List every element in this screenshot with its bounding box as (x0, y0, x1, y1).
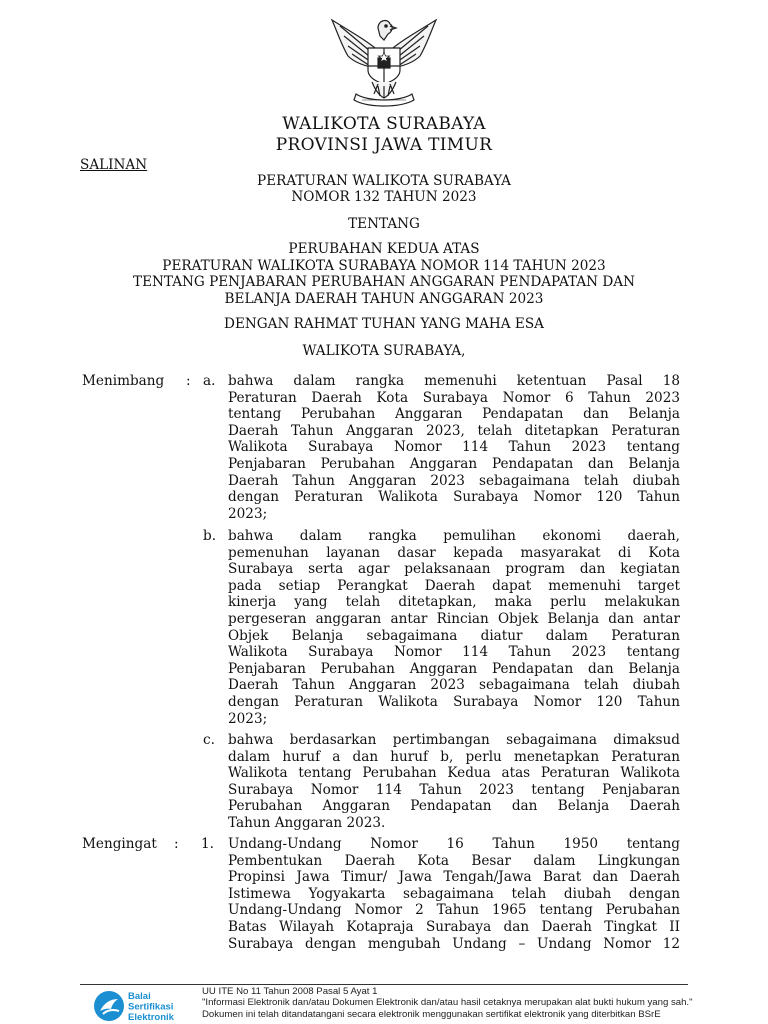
text-line: bahwa dalam rangka memenuhi ketentuan Pasal 18 (228, 373, 680, 389)
item-marker: b. (203, 528, 217, 544)
mayor-line: WALIKOTA SURABAYA, (302, 343, 466, 359)
text-line: Walikota Surabaya Nomor 114 Tahun 2023 tentang (228, 439, 680, 456)
text-line: Pembentukan Daerah Kota Besar dalam Lingkungan (228, 852, 680, 869)
text-line: Undang-Undang Nomor 16 Tahun 1950 tentang (228, 836, 680, 852)
subject-line: BELANJA DAERAH TAHUN ANGGARAN 2023 (224, 290, 544, 307)
subject-line: TENTANG PENJABARAN PERUBAHAN ANGGARAN PENDAPATAN DAN (133, 274, 635, 290)
mengingat-label: Mengingat (82, 836, 157, 852)
title-line2: PROVINSI JAWA TIMUR (275, 135, 493, 155)
text-line: 2023; (228, 710, 268, 727)
footer-divider (80, 984, 688, 985)
text-line: Perubahan Anggaran Pendapatan dan Belanja Daerah (228, 798, 680, 815)
text-line: Daerah Tahun Anggaran 2023, telah ditetapkan Peraturan (228, 422, 680, 439)
text-line: Surabaya serta agar pelaksanaan program dan kegiatan (228, 561, 680, 578)
bsre-logo-icon (92, 989, 212, 1023)
text-line: Daerah Tahun Anggaran 2023 sebagaimana telah diubah (228, 677, 680, 694)
regulation-title: PERATURAN WALIKOTA SURABAYA (257, 173, 511, 189)
text-line: pemenuhan layanan dasar kepada masyarakat di Kota (228, 544, 680, 561)
text-line: dengan Peraturan Walikota Surabaya Nomor 120 Tahun (228, 489, 680, 506)
mengingat-colon: : (174, 836, 179, 852)
text-line: Walikota Surabaya Nomor 114 Tahun 2023 tentang (228, 644, 680, 661)
logo-text-line: Sertifikasi (128, 1001, 174, 1013)
text-line: Batas Wilayah Kotapraja Surabaya dan Daerah Tingkat II (228, 918, 680, 935)
subject-line: PERUBAHAN KEDUA ATAS (288, 241, 480, 257)
text-line: Surabaya Nomor 114 Tahun 2023 tentang Penjabaran (228, 781, 680, 798)
item-marker: c. (203, 732, 215, 748)
text-line: Propinsi Jawa Timur/ Jawa Tengah/Jawa Barat dan Daerah (228, 869, 680, 886)
subject-line: PERATURAN WALIKOTA SURABAYA NOMOR 114 TAHUN 2023 (162, 257, 606, 274)
regulation-number: NOMOR 132 TAHUN 2023 (291, 189, 477, 205)
text-line: kinerja yang telah ditetapkan, maka perlu melakukan (228, 594, 680, 611)
text-line: pergeseran anggaran antar Rincian Objek Belanja dan antar (228, 610, 680, 627)
blessing-line: DENGAN RAHMAT TUHAN YANG MAHA ESA (224, 316, 544, 332)
text-line: dengan Peraturan Walikota Surabaya Nomor 120 Tahun (228, 693, 680, 710)
text-line: Daerah Tahun Anggaran 2023 sebagaimana telah diubah (228, 472, 680, 489)
text-line: Istimewa Yogyakarta sebagaimana telah diubah dengan (228, 885, 680, 902)
text-line: Penjabaran Perubahan Anggaran Pendapatan dan Belanja (228, 455, 680, 472)
footer-quote: "Informasi Elektronik dan/atau Dokumen Elektronik dan/atau hasil cetaknya merupakan alat bukti hukum yang sah." (202, 997, 693, 1009)
text-line: Surabaya dengan mengubah Undang – Undang Nomor 12 (228, 935, 680, 952)
menimbang-label: Menimbang (82, 373, 165, 389)
text-line: Peraturan Daerah Kota Surabaya Nomor 6 Tahun 2023 (228, 389, 680, 406)
footer-signature-note: Dokumen ini telah ditandatangani secara elektronik menggunakan sertifikat elektronik yang diterbitkan BSrE (202, 1008, 661, 1020)
logo-text-line: Elektronik (128, 1012, 174, 1023)
menimbang-item-a (228, 373, 680, 522)
text-line: bahwa dalam rangka pemulihan ekonomi daerah, (228, 528, 680, 544)
garuda-emblem (318, 10, 450, 110)
text-line: bahwa berdasarkan pertimbangan sebagaimana dimaksud (228, 732, 680, 748)
text-line: pada setiap Perangkat Daerah dapat memenuhi target (228, 577, 680, 594)
tentang-label: TENTANG (348, 216, 420, 232)
menimbang-item-c (228, 732, 680, 832)
text-line: Penjabaran Perubahan Anggaran Pendapatan dan Belanja (228, 660, 680, 677)
salinan-label: SALINAN (80, 157, 148, 173)
item-marker: a. (203, 373, 216, 389)
footer-law-reference: UU ITE No 11 Tahun 2008 Pasal 5 Ayat 1 (202, 986, 378, 997)
text-line: dalam huruf a dan huruf b, perlu menetapkan Peraturan (228, 748, 680, 765)
menimbang-item-b (228, 528, 680, 727)
text-line: tentang Perubahan Anggaran Pendapatan dan Belanja (228, 406, 680, 423)
footer-text (202, 986, 722, 1020)
menimbang-colon: : (186, 373, 191, 389)
text-line: Objek Belanja sebagaimana diatur dalam Peraturan (228, 627, 680, 644)
text-line: 2023; (228, 505, 268, 522)
title-line1: WALIKOTA SURABAYA (282, 114, 486, 134)
item-marker: 1. (201, 836, 214, 852)
text-line: Undang-Undang Nomor 2 Tahun 1965 tentang Perubahan (228, 902, 680, 919)
logo-text-line: Balai (128, 991, 151, 1002)
text-line: Walikota tentang Perubahan Kedua atas Peraturan Walikota (228, 765, 680, 782)
mengingat-item-1 (228, 836, 680, 952)
text-line: Tahun Anggaran 2023. (228, 814, 386, 831)
